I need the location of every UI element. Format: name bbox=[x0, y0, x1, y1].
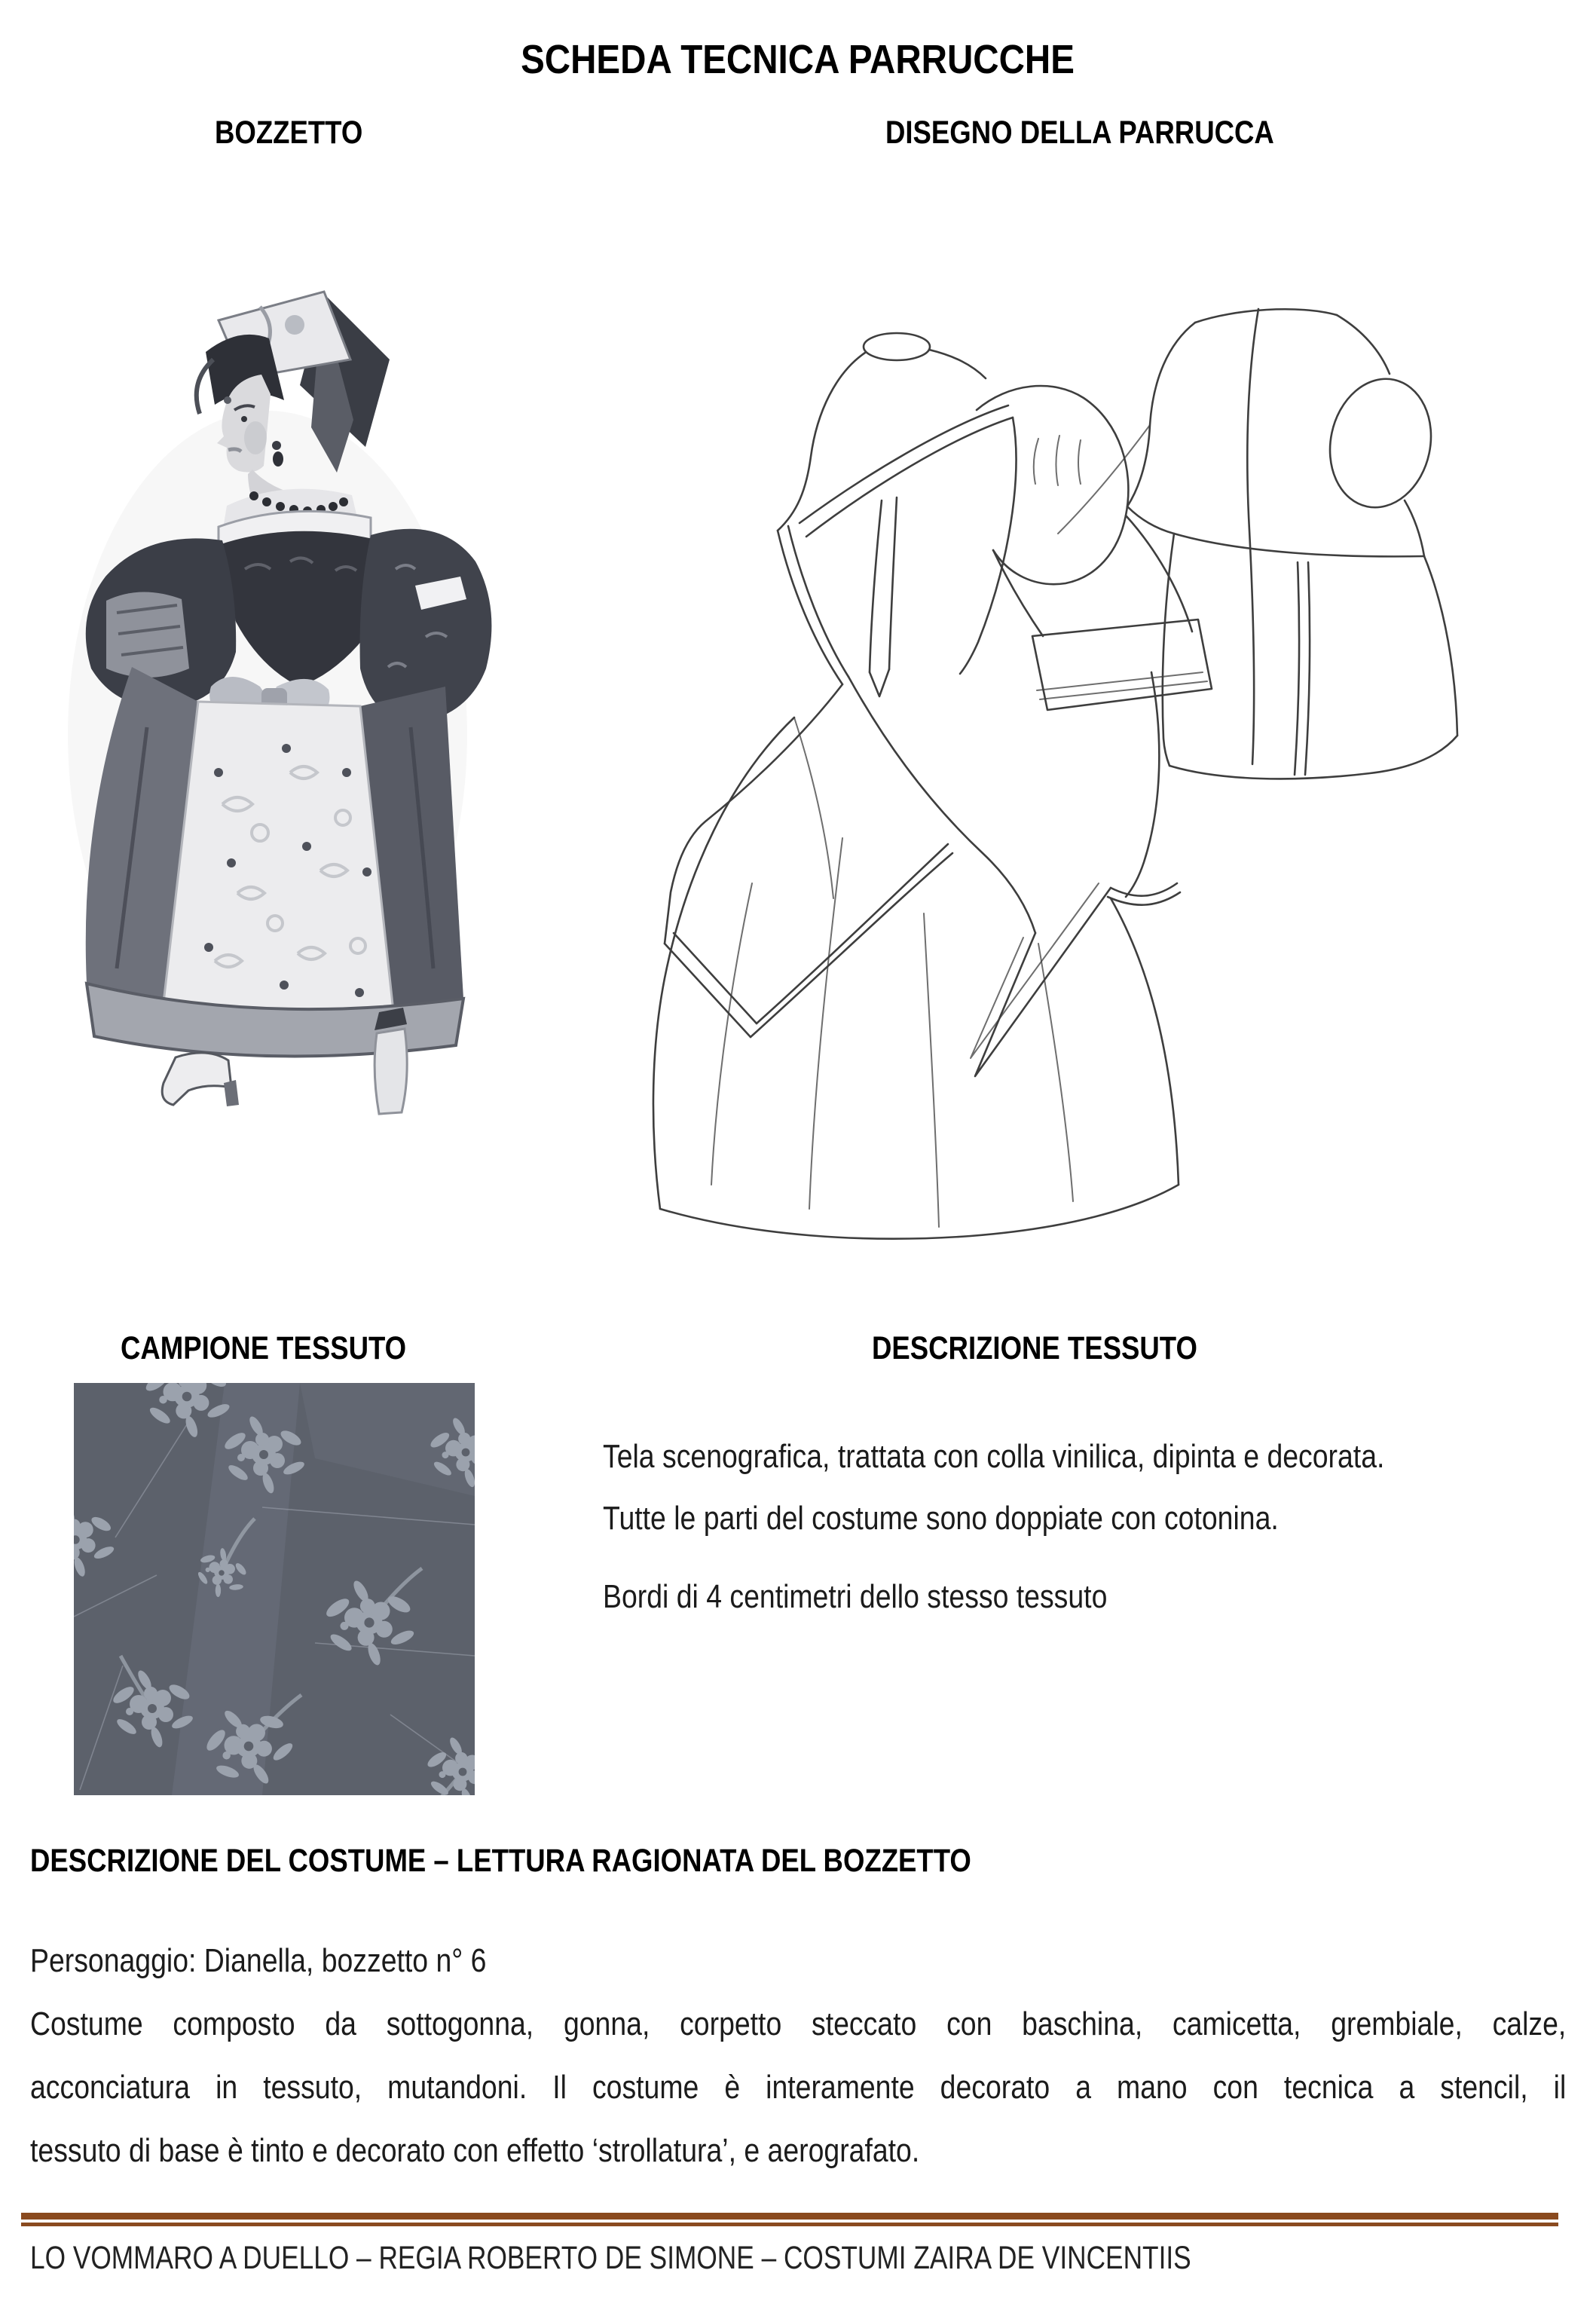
mannequin-front-view bbox=[653, 333, 1212, 1239]
wig-drawing-svg bbox=[616, 250, 1472, 1249]
costume-body-line: Costume composto da sottogonna, gonna, corpetto steccato con baschina, camicetta, grembiale, calze, bbox=[30, 2005, 1567, 2042]
footer-rule-thick bbox=[21, 2213, 1558, 2220]
fabric-description-text bbox=[603, 1426, 1564, 1628]
costume-body-line: acconciatura in tessuto, mutandoni. Il costume è interamente decorato a mano con tecnica a stencil, il bbox=[30, 2069, 1567, 2106]
section-label-descrizione-tessuto: DESCRIZIONE TESSUTO bbox=[872, 1330, 1197, 1366]
wig-back-view bbox=[1058, 309, 1457, 779]
footer-rule-thin bbox=[21, 2223, 1558, 2226]
fabric-sample-svg bbox=[74, 1383, 475, 1795]
section-label-disegno-parrucca: DISEGNO DELLA PARRUCCA bbox=[885, 115, 1274, 151]
costume-description-body bbox=[30, 1929, 1566, 2183]
fabric-border-note: Bordi di 4 centimetri dello stesso tessuto bbox=[603, 1578, 1108, 1615]
page-title bbox=[0, 36, 1596, 83]
section-label-bozzetto: BOZZETTO bbox=[215, 115, 363, 151]
fabric-description-line: Tutte le parti del costume sono doppiate con cotonina. bbox=[603, 1500, 1279, 1537]
costume-sketch-svg bbox=[34, 245, 501, 1142]
costume-sketch-image bbox=[34, 245, 501, 1142]
wig-drawing-image bbox=[616, 250, 1472, 1249]
fabric-sample-image bbox=[74, 1383, 475, 1795]
costume-body-line: tessuto di base è tinto e decorato con effetto ‘strollatura’, e aerografato. bbox=[30, 2132, 920, 2169]
figure-skirt-apron bbox=[86, 667, 463, 1056]
fabric-description-line: Tela scenografica, trattata con colla vinilica, dipinta e decorata. bbox=[603, 1438, 1385, 1475]
section-label-campione-tessuto: CAMPIONE TESSUTO bbox=[121, 1330, 407, 1366]
character-line: Personaggio: Dianella, bozzetto n° 6 bbox=[30, 1942, 487, 1979]
footer-credit: LO VOMMARO A DUELLO – REGIA ROBERTO DE SIMONE – COSTUMI ZAIRA DE VINCENTIIS bbox=[30, 2240, 1191, 2276]
page-title-text: SCHEDA TECNICA PARRUCCHE bbox=[521, 37, 1075, 82]
costume-description-heading: DESCRIZIONE DEL COSTUME – LETTURA RAGIONATA DEL BOZZETTO bbox=[30, 1843, 971, 1879]
